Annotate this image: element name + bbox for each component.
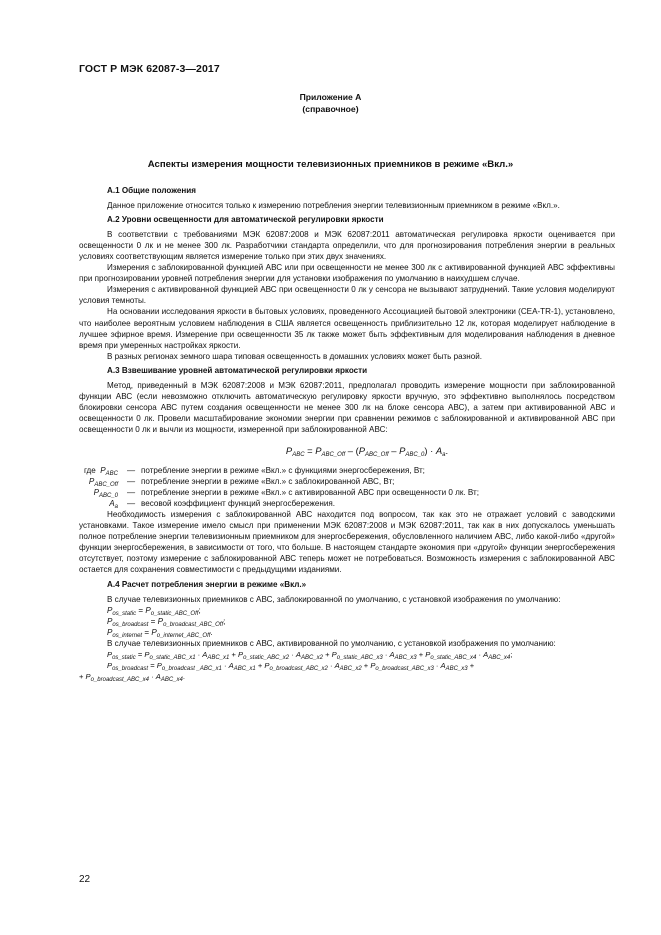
equation-line-broadcast: $P_{os\_broadcast} = P_{o\_broadcast \_ABC\_x1} \cdot A_{ABC\_x1} + P_{o\_broadcast\_ABC\_x2} \cdot A_{ABC\_x2} + P_{o\_broadcast\_ABC\_x3} \cdot A_{ABC\_x3}$ + <box>107 661 475 673</box>
paragraph: В случае телевизионных приемников с АВС, заблокированной по умолчанию, с установкой изображения по умолчанию: <box>107 594 561 604</box>
paragraph: Метод, приведенный в МЭК 62087:2008 и МЭК 62087:2011, предполагал проводить измерение мощности при заблокированной функции АВС (если невозможно отключить автоматическую регулировку яркости вручную, это эффективно выполнялось посредством блокировки сенсора АВС путем создания освещенности не менее 300 лк на блоке сенсора АВС), а затем при активированной АВС и освещенности 0 лк. Провели масштабирование экономии энергии при сравнении режимов с заблокированной и активированной АВС при освещенности 0 лк и вычли из мощности, измеренной при заблокированной АВС: <box>79 381 615 435</box>
equation-line: $P_{os\_internet} = P_{o\_internet\_ABC\_Off}$. <box>107 627 213 639</box>
legend-desc: весовой коэффициент функций энергосбережения. <box>141 498 335 508</box>
paragraph: На основании исследования яркости в бытовых условиях, проведенного Ассоциацией бытовой электроники (CEA-TR-1), установлено, что наиболее вероятным условием наблюдения в США является освещенность приблизительно 12 лк, которая моделирует наблюдение в лучшее эфирное время. Измерение при освещенности 35 лк также может быть эффективным для моделирования наблюдения в дневное время при умеренных настройках яркости. <box>79 307 615 350</box>
appendix-title: Аспекты измерения мощности телевизионных приемников в режиме «Вкл.» <box>147 159 514 170</box>
paragraph: Измерения с заблокированной функцией АВС или при освещенности не менее 300 лк с активированной функцией АВС эффективны при прогнозировании уровней потребления энергии для установки изображения по умолчанию в наихудшем случае. <box>79 263 615 284</box>
paragraph: Измерения с активированной функцией АВС при освещенности 0 лк у сенсора не вызывают затруднений. Такие условия моделируют условия темноты. <box>79 285 615 306</box>
section-heading-a3: А.3 Взвешивание уровней автоматической регулировки яркости <box>107 366 368 376</box>
equation-line-static: $P_{os\_static} = P_{o\_static\_ABC\_x1} \cdot A_{ABC\_x1} + P_{o\_static\_ABC\_x2} \cdot A_{ABC\_x2} + P_{o\_static\_ABC\_x3} \cdot A_{ABC\_x3} + P_{o\_static\_ABC\_x4} \cdot A_{ABC\_x4}$; <box>107 650 513 662</box>
paragraph: В соответствии с требованиями МЭК 62087:2008 и МЭК 62087:2011 автоматическая регулировка яркости оценивается при освещенности 0 лк и не менее 300 лк. Разработчики стандарта определили, что для прогнозирования потребления энергии в реальных условиях соответствующим является измерение только при этих двух значениях. <box>79 229 615 261</box>
legend-symbol: где $P_{ABC}$ <box>83 465 118 477</box>
equation-line: $P_{os\_static} = P_{o\_static\_ABC\_Off}$; <box>107 605 201 617</box>
page-number: 22 <box>79 874 91 885</box>
document-header: ГОСТ Р МЭК 62087-3—2017 <box>79 63 220 75</box>
paragraph: В разных регионах земного шара типовая освещенность в домашних условиях может быть разной. <box>107 351 482 361</box>
legend-symbol: $P_{ABC\_Off}$ <box>88 476 118 488</box>
appendix-label: Приложение А <box>299 92 362 102</box>
appendix-type: (справочное) <box>302 104 359 114</box>
legend-symbol: $P_{ABC\_0}$ <box>93 487 118 499</box>
paragraph: Данное приложение относится только к измерению потребления энергии телевизионным приемником в режиме «Вкл.». <box>107 200 560 210</box>
legend-symbol: $A_a$ <box>109 498 118 510</box>
section-heading-a4: А.4 Расчет потребления энергии в режиме «Вкл.» <box>107 580 307 589</box>
section-heading-a2: А.2 Уровни освещенности для автоматической регулировки яркости <box>107 215 384 225</box>
equation-line-broadcast-cont: + $P_{o\_broadcast\_ABC\_x4} \cdot A_{ABC\_x4}$. <box>79 672 185 684</box>
legend-desc: потребление энергии в режиме «Вкл.» с функциями энергосбережения, Вт; <box>141 465 425 475</box>
section-heading-a1: А.1 Общие положения <box>107 186 196 195</box>
document-body <box>79 185 615 682</box>
legend-desc: потребление энергии в режиме «Вкл.» с заблокированной АВС, Вт; <box>141 476 395 486</box>
paragraph: Необходимость измерения с заблокированной АВС находится под вопросом, так как это не отражает условий с заводскими установками. Такое измерение имело смысл при применении МЭК 62087:2008 и МЭК 62087:2011, так как в них допускалось уменьшать полное потребление энергии телевизионным приемником для энергосбережения, обусловленного наличием АВС, либо какой-либо «другой» функции энергосбережения, в зависимости от того, что больше. В настоящем стандарте экономия при «другой» функции энергосбережения отсутствует, поэтому измерение с заблокированной АВС теперь может не потребоваться. Возможность измерения с заблокированной АВС остается для сохранения совместимости с предыдущими изданиями. <box>79 509 615 575</box>
equation-line: $P_{os\_broadcast} = P_{o\_broadcast\_ABC\_Off}$; <box>107 616 226 628</box>
paragraph: В случае телевизионных приемников с АВС, активированной по умолчанию, с установкой изображения по умолчанию: <box>107 638 556 648</box>
formula-legend: где $P_{ABC}$ — потребление энергии в режиме «Вкл.» с функциями энергосбережения, Вт; $P_{ABC\_Off}$ — потребление энергии в режиме «Вкл.» с заблокированной АВС, Вт; $P_{ABC\_0}$ — потребление энергии в режиме «Вкл.» с активированной АВС при освещенности 0 лк. Вт; $A_a$ — весовой коэффициент функций энергосбережения. <box>79 465 615 509</box>
legend-desc: потребление энергии в режиме «Вкл.» с активированной АВС при освещенности 0 лк. Вт; <box>141 487 479 497</box>
abc-formula: $P_{ABC} = P_{ABC\_Off} - (P_{ABC\_Off} - P_{ABC\_0}) \cdot A_a$. <box>285 445 449 459</box>
